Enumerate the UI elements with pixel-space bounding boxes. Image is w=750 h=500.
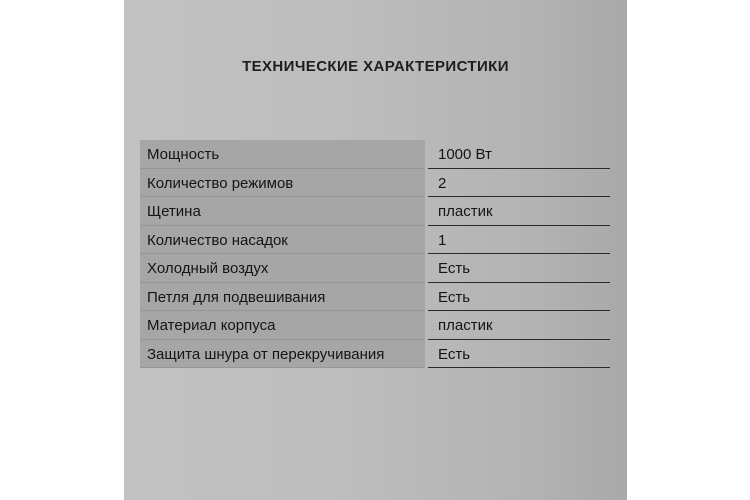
spec-value-cell bbox=[428, 254, 610, 283]
spec-value-cell bbox=[428, 283, 610, 312]
spec-label: Количество режимов bbox=[147, 174, 294, 192]
spec-label: Материал корпуса bbox=[147, 317, 276, 334]
spec-label: Защита шнура от перекручивания bbox=[147, 345, 385, 363]
spec-label-cell bbox=[140, 283, 425, 312]
spec-value-cell bbox=[428, 140, 610, 169]
spec-card bbox=[124, 0, 627, 500]
spec-value: пластик bbox=[438, 317, 493, 334]
page-title: ТЕХНИЧЕСКИЕ ХАРАКТЕРИСТИКИ bbox=[242, 58, 509, 75]
spec-value: Есть bbox=[438, 260, 471, 277]
spec-label-cell bbox=[140, 169, 425, 198]
spec-value-cell bbox=[428, 340, 610, 369]
spec-label-cell bbox=[140, 254, 425, 283]
spec-value: 1 bbox=[438, 231, 447, 249]
spec-value: Есть bbox=[438, 345, 471, 363]
table-row bbox=[140, 197, 610, 226]
table-row bbox=[140, 169, 610, 198]
spec-label-cell bbox=[140, 226, 425, 255]
spec-label-cell bbox=[140, 340, 425, 369]
spec-label: Мощность bbox=[147, 146, 220, 163]
spec-label-cell bbox=[140, 140, 425, 169]
table-row bbox=[140, 340, 610, 369]
spec-label-cell bbox=[140, 311, 425, 340]
spec-label: Щетина bbox=[147, 203, 201, 220]
table-row bbox=[140, 140, 610, 169]
spec-value-cell bbox=[428, 169, 610, 198]
table-row bbox=[140, 311, 610, 340]
table-row bbox=[140, 226, 610, 255]
spec-label: Количество насадок bbox=[147, 231, 288, 249]
spec-label-cell bbox=[140, 197, 425, 226]
spec-value: Есть bbox=[438, 288, 471, 306]
spec-value: пластик bbox=[438, 203, 493, 220]
table-row bbox=[140, 254, 610, 283]
table-row bbox=[140, 283, 610, 312]
spec-value-cell bbox=[428, 311, 610, 340]
spec-value: 2 bbox=[438, 174, 447, 192]
spec-table bbox=[140, 140, 610, 368]
spec-value-cell bbox=[428, 226, 610, 255]
spec-label: Петля для подвешивания bbox=[147, 288, 326, 306]
spec-label: Холодный воздух bbox=[147, 260, 269, 277]
spec-value: 1000 Вт bbox=[438, 146, 492, 163]
spec-value-cell bbox=[428, 197, 610, 226]
